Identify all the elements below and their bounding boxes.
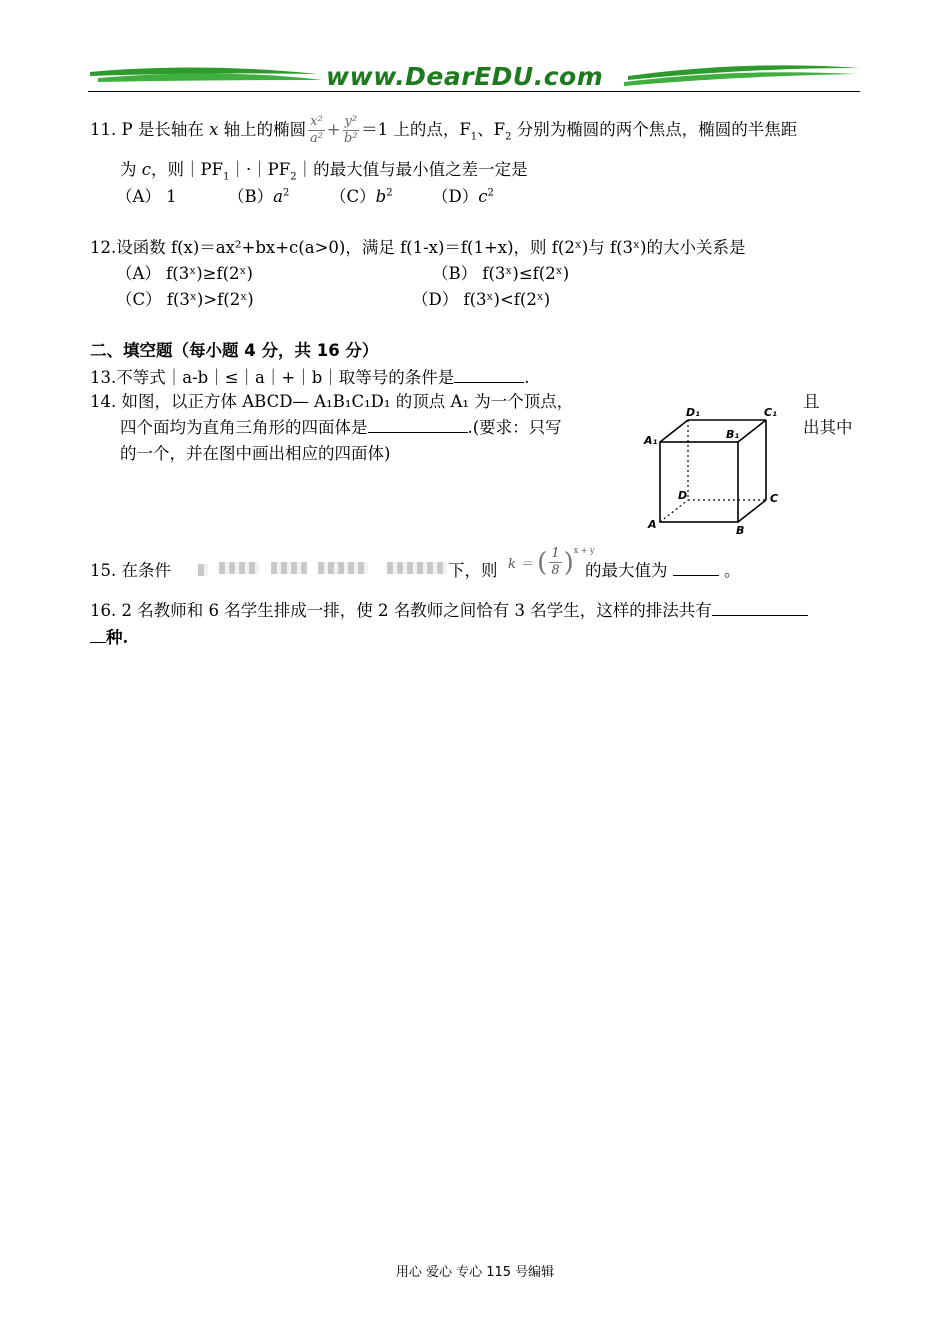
- q12-option-b: （B） f(3ˣ)≤f(2ˣ): [432, 264, 570, 283]
- cube-front-face: [660, 442, 738, 522]
- label-A1: A₁: [644, 434, 658, 447]
- label-C1: C₁: [764, 406, 777, 419]
- label-B1: B₁: [726, 428, 740, 441]
- page-footer: 用心 爱心 专心 115 号编辑: [395, 1265, 555, 1280]
- label-C: C: [770, 492, 779, 505]
- label-D1: D₁: [686, 406, 700, 419]
- q14-line1: 14. 如图，以正方体 ABCD— A₁B₁C₁D₁ 的顶点 A₁ 为一个顶点，: [90, 392, 574, 411]
- q11-line1: 11. P 是长轴在 x 轴上的椭圆 $\frac{\text{x²}}{\text{a²}}$ + $\frac{\text{y²}}{\text{b²}}$ ＝1 上的点，$F_1$、$F_2$ 分别为椭圆的两个焦点，椭圆的半焦距: [90, 114, 798, 146]
- label-A: A: [648, 518, 657, 531]
- fraction-y2-b2: $\frac{\text{y²}}{\text{b²}}$: [344, 114, 358, 146]
- q13-answer-blank[interactable]: [454, 366, 524, 383]
- q14-answer-blank[interactable]: [368, 416, 468, 433]
- q14-line2-right: 出其中: [803, 418, 853, 437]
- q12-option-a: （A） f(3ˣ)≥f(2ˣ): [116, 264, 253, 283]
- cube-figure[interactable]: [640, 402, 790, 538]
- q15-condition-image: [198, 557, 443, 579]
- site-logo[interactable]: www.DearEDU.com: [326, 62, 604, 91]
- q14-line3: 的一个，并在图中画出相应的四面体): [120, 444, 391, 463]
- q15-prefix: 15. 在条件: [90, 561, 171, 580]
- q11-number: 11.: [90, 120, 117, 139]
- label-D: D: [678, 489, 688, 502]
- q16-line1: 16. 2 名教师和 6 名学生排成一排，使 2 名教师之间恰有 3 名学生，这样的排法共有: [90, 597, 808, 621]
- q11-option-a: （A） 1: [116, 187, 177, 206]
- header-rule: [88, 91, 860, 92]
- q14-line2: 四个面均为直角三角形的四面体是 .(要求：只写: [120, 418, 562, 437]
- q15-expression: k ＝ ( $\frac{1}{8}$ )$^{x + y}$: [508, 546, 595, 578]
- q15-answer-blank[interactable]: [673, 559, 719, 576]
- q16-answer-blank-cont[interactable]: [90, 626, 106, 643]
- q11-option-b: $(B)a^2$: [228, 187, 290, 206]
- q15-mid: 下，则: [448, 561, 498, 580]
- q12-option-c: （C） f(3ˣ)>f(2ˣ): [116, 290, 254, 309]
- fraction-x2-a2: $\frac{\text{x²}}{\text{a²}}$: [309, 114, 323, 146]
- q11-line2: 为 c，则$|PF_1|\cdot|PF_2|$的最大值与最小值之差一定是: [120, 160, 528, 183]
- q15-suffix: 的最大值为 。: [585, 561, 741, 580]
- q12-option-d: （D） f(3ˣ)<f(2ˣ): [412, 290, 551, 309]
- q16-answer-blank[interactable]: [712, 599, 808, 616]
- q16-line2: 种.: [90, 624, 128, 648]
- q14-line1-right: 且: [803, 392, 820, 411]
- label-B: B: [736, 524, 745, 537]
- q12-stem: 12.设函数 f(x)＝ax²+bx+c(a>0)，满足 f(1-x)＝f(1+x)，则 f(2ˣ)与 f(3ˣ)的大小关系是: [90, 238, 746, 257]
- section-title: 二、填空题（每小题 4 分，共 16 分）: [90, 341, 379, 360]
- q13: 13.不等式｜a-b｜≤｜a｜+｜b｜取等号的条件是 .: [90, 368, 530, 387]
- q11-option-c: $(C)b^2$: [330, 187, 393, 206]
- q11-option-d: $(D)c^2$: [432, 187, 494, 206]
